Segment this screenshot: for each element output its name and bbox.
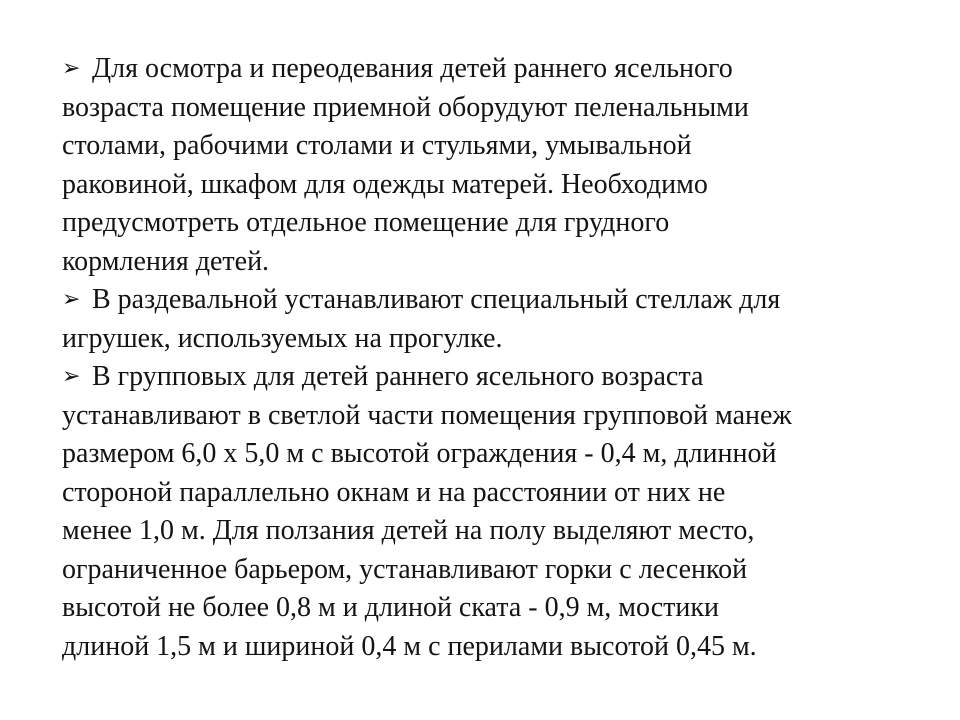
bullet-line: кормления детей. xyxy=(62,245,270,277)
bullet-item-2 xyxy=(62,281,892,358)
bullet-line: возраста помещение приемной оборудуют пеленальными xyxy=(62,91,749,123)
bullet-line xyxy=(62,281,892,320)
arrow-bullet-icon: ➢ xyxy=(62,364,81,389)
bullet-line: предусмотреть отдельное помещение для грудного xyxy=(62,207,670,238)
bullet-line xyxy=(62,50,892,89)
bullet-line: менее 1,0 м. Для ползания детей на полу выделяют место, xyxy=(62,515,755,546)
bullet-line: столами, рабочими столами и стульями, умывальной xyxy=(62,130,692,161)
arrow-bullet-icon: ➢ xyxy=(62,287,81,312)
bullet-line: высотой не более 0,8 м и длиной ската - 0,9 м, мостики xyxy=(62,592,719,623)
bullet-line: размером 6,0 х 5,0 м с высотой ограждения - 0,4 м, длинной xyxy=(62,438,777,469)
bullet-line: стороной параллельно окнам и на расстоянии от них не xyxy=(62,476,726,508)
bullet-item-3 xyxy=(62,358,892,666)
bullet-line: устанавливают в светлой части помещения групповой манеж xyxy=(62,399,792,431)
bullet-text: Для осмотра и переодевания детей раннего ясельного xyxy=(92,53,733,84)
bullet-line: ограниченное барьером, устанавливают горки с лесенкой xyxy=(62,553,748,585)
bullet-text: В групповых для детей раннего ясельного возраста xyxy=(92,361,704,392)
bullet-line: игрушек, используемых на прогулке. xyxy=(62,322,503,354)
bullet-item-1 xyxy=(62,50,892,281)
slide-content xyxy=(62,50,892,666)
arrow-bullet-icon: ➢ xyxy=(62,56,81,81)
bullet-line: длиной 1,5 м и шириной 0,4 м с перилами высотой 0,45 м. xyxy=(62,630,757,662)
bullet-line xyxy=(62,358,892,397)
bullet-text: В раздевальной устанавливают специальный стеллаж для xyxy=(92,284,781,315)
bullet-line: раковиной, шкафом для одежды матерей. Необходимо xyxy=(62,168,708,200)
